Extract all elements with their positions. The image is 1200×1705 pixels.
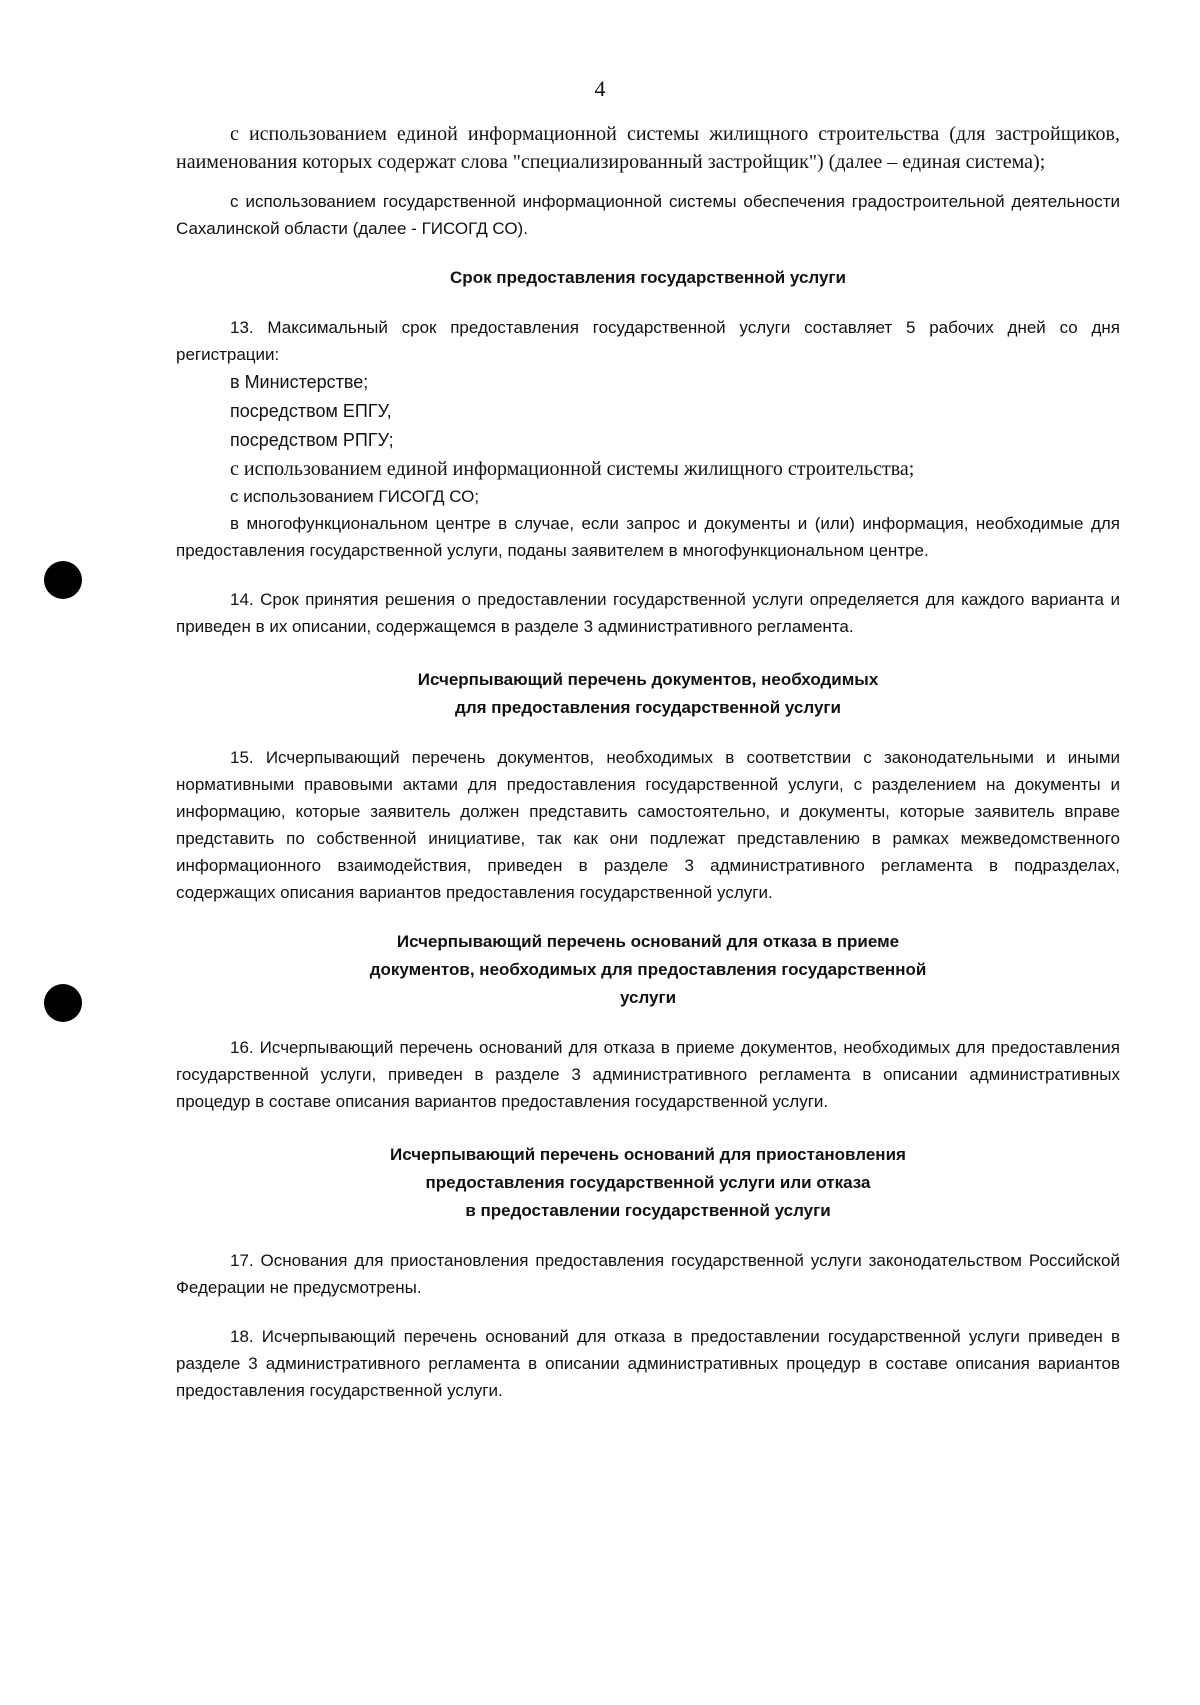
paragraph-13: 13. Максимальный срок предоставления государственной услуги составляет 5 рабочих дней со дня регистрации: bbox=[176, 318, 1120, 364]
paragraph-15: 15. Исчерпывающий перечень документов, необходимых в соответствии с законодательными и иными нормативными правовыми актами для предоставления государственной услуги, с разделением на документы и информацию, которые заявитель должен представить самостоятельно, и документы, которые заявитель вправе представить по собственной инициативе, так как они подлежат представлению в рамках межведомственного информационного взаимодействия, приведен в разделе 3 административного регламента в подразделах, содержащих описания вариантов предоставления государственной услуги. bbox=[176, 748, 1120, 902]
document-body bbox=[176, 120, 1120, 1404]
section-heading-documents-line-2: для предоставления государственной услуги bbox=[455, 698, 841, 717]
section-heading-refusal-line-1: Исчерпывающий перечень оснований для отказа в приеме bbox=[396, 932, 900, 951]
section-heading-term: Срок предоставления государственной услуги bbox=[450, 268, 846, 287]
list-item-ministry: в Министерстве; bbox=[230, 372, 369, 392]
section-heading-suspension-line-1: Исчерпывающий перечень оснований для приостановления bbox=[390, 1145, 906, 1164]
punch-hole-mark bbox=[44, 984, 82, 1022]
list-item-rpgu: посредством РПГУ; bbox=[230, 430, 394, 450]
paragraph-14: 14. Срок принятия решения о предоставлении государственной услуги определяется для каждого варианта и приведен в их описании, содержащемся в разделе 3 административного регламента. bbox=[176, 590, 1120, 636]
section-heading-refusal-line-2: документов, необходимых для предоставления государственной bbox=[369, 960, 927, 979]
paragraph-mfc: в многофункциональном центре в случае, если запрос и документы и (или) информация, необходимые для предоставления государственной услуги, поданы заявителем в многофункциональном центре. bbox=[176, 514, 1120, 560]
section-heading-suspension-line-3: в предоставлении государственной услуги bbox=[465, 1201, 831, 1220]
section-heading-refusal-line-3: услуги bbox=[619, 988, 677, 1007]
paragraph-18: 18. Исчерпывающий перечень оснований для отказа в предоставлении государственной услуги приведен в разделе 3 административного регламента в описании административных процедур в составе описания вариантов предоставления государственной услуги. bbox=[176, 1327, 1120, 1400]
paragraph-16: 16. Исчерпывающий перечень оснований для отказа в приеме документов, необходимых для предоставления государственной услуги, приведен в разделе 3 административного регламента в описании административных процедур в составе описания вариантов предоставления государственной услуги. bbox=[176, 1038, 1120, 1111]
list-item-housing-system: с использованием единой информационной системы жилищного строительства; bbox=[230, 458, 915, 480]
list-item-epgu: посредством ЕПГУ, bbox=[230, 401, 392, 421]
punch-hole-mark bbox=[44, 561, 82, 599]
list-item-gisogd: с использованием ГИСОГД СО; bbox=[230, 487, 480, 506]
paragraph-gisogd: с использованием государственной информационной системы обеспечения градостроительной деятельности Сахалинской области (далее - ГИСОГД СО). bbox=[176, 192, 1120, 238]
section-heading-suspension-line-2: предоставления государственной услуги или отказа bbox=[425, 1173, 871, 1192]
paragraph-single-system: с использованием единой информационной системы жилищного строительства (для застройщиков, наименования которых содержат слова "специализированный застройщик") (далее – единая система); bbox=[176, 123, 1120, 173]
page-number: 4 bbox=[594, 76, 606, 101]
section-heading-documents-line-1: Исчерпывающий перечень документов, необходимых bbox=[417, 670, 879, 689]
paragraph-17: 17. Основания для приостановления предоставления государственной услуги законодательством Российской Федерации не предусмотрены. bbox=[176, 1251, 1120, 1297]
